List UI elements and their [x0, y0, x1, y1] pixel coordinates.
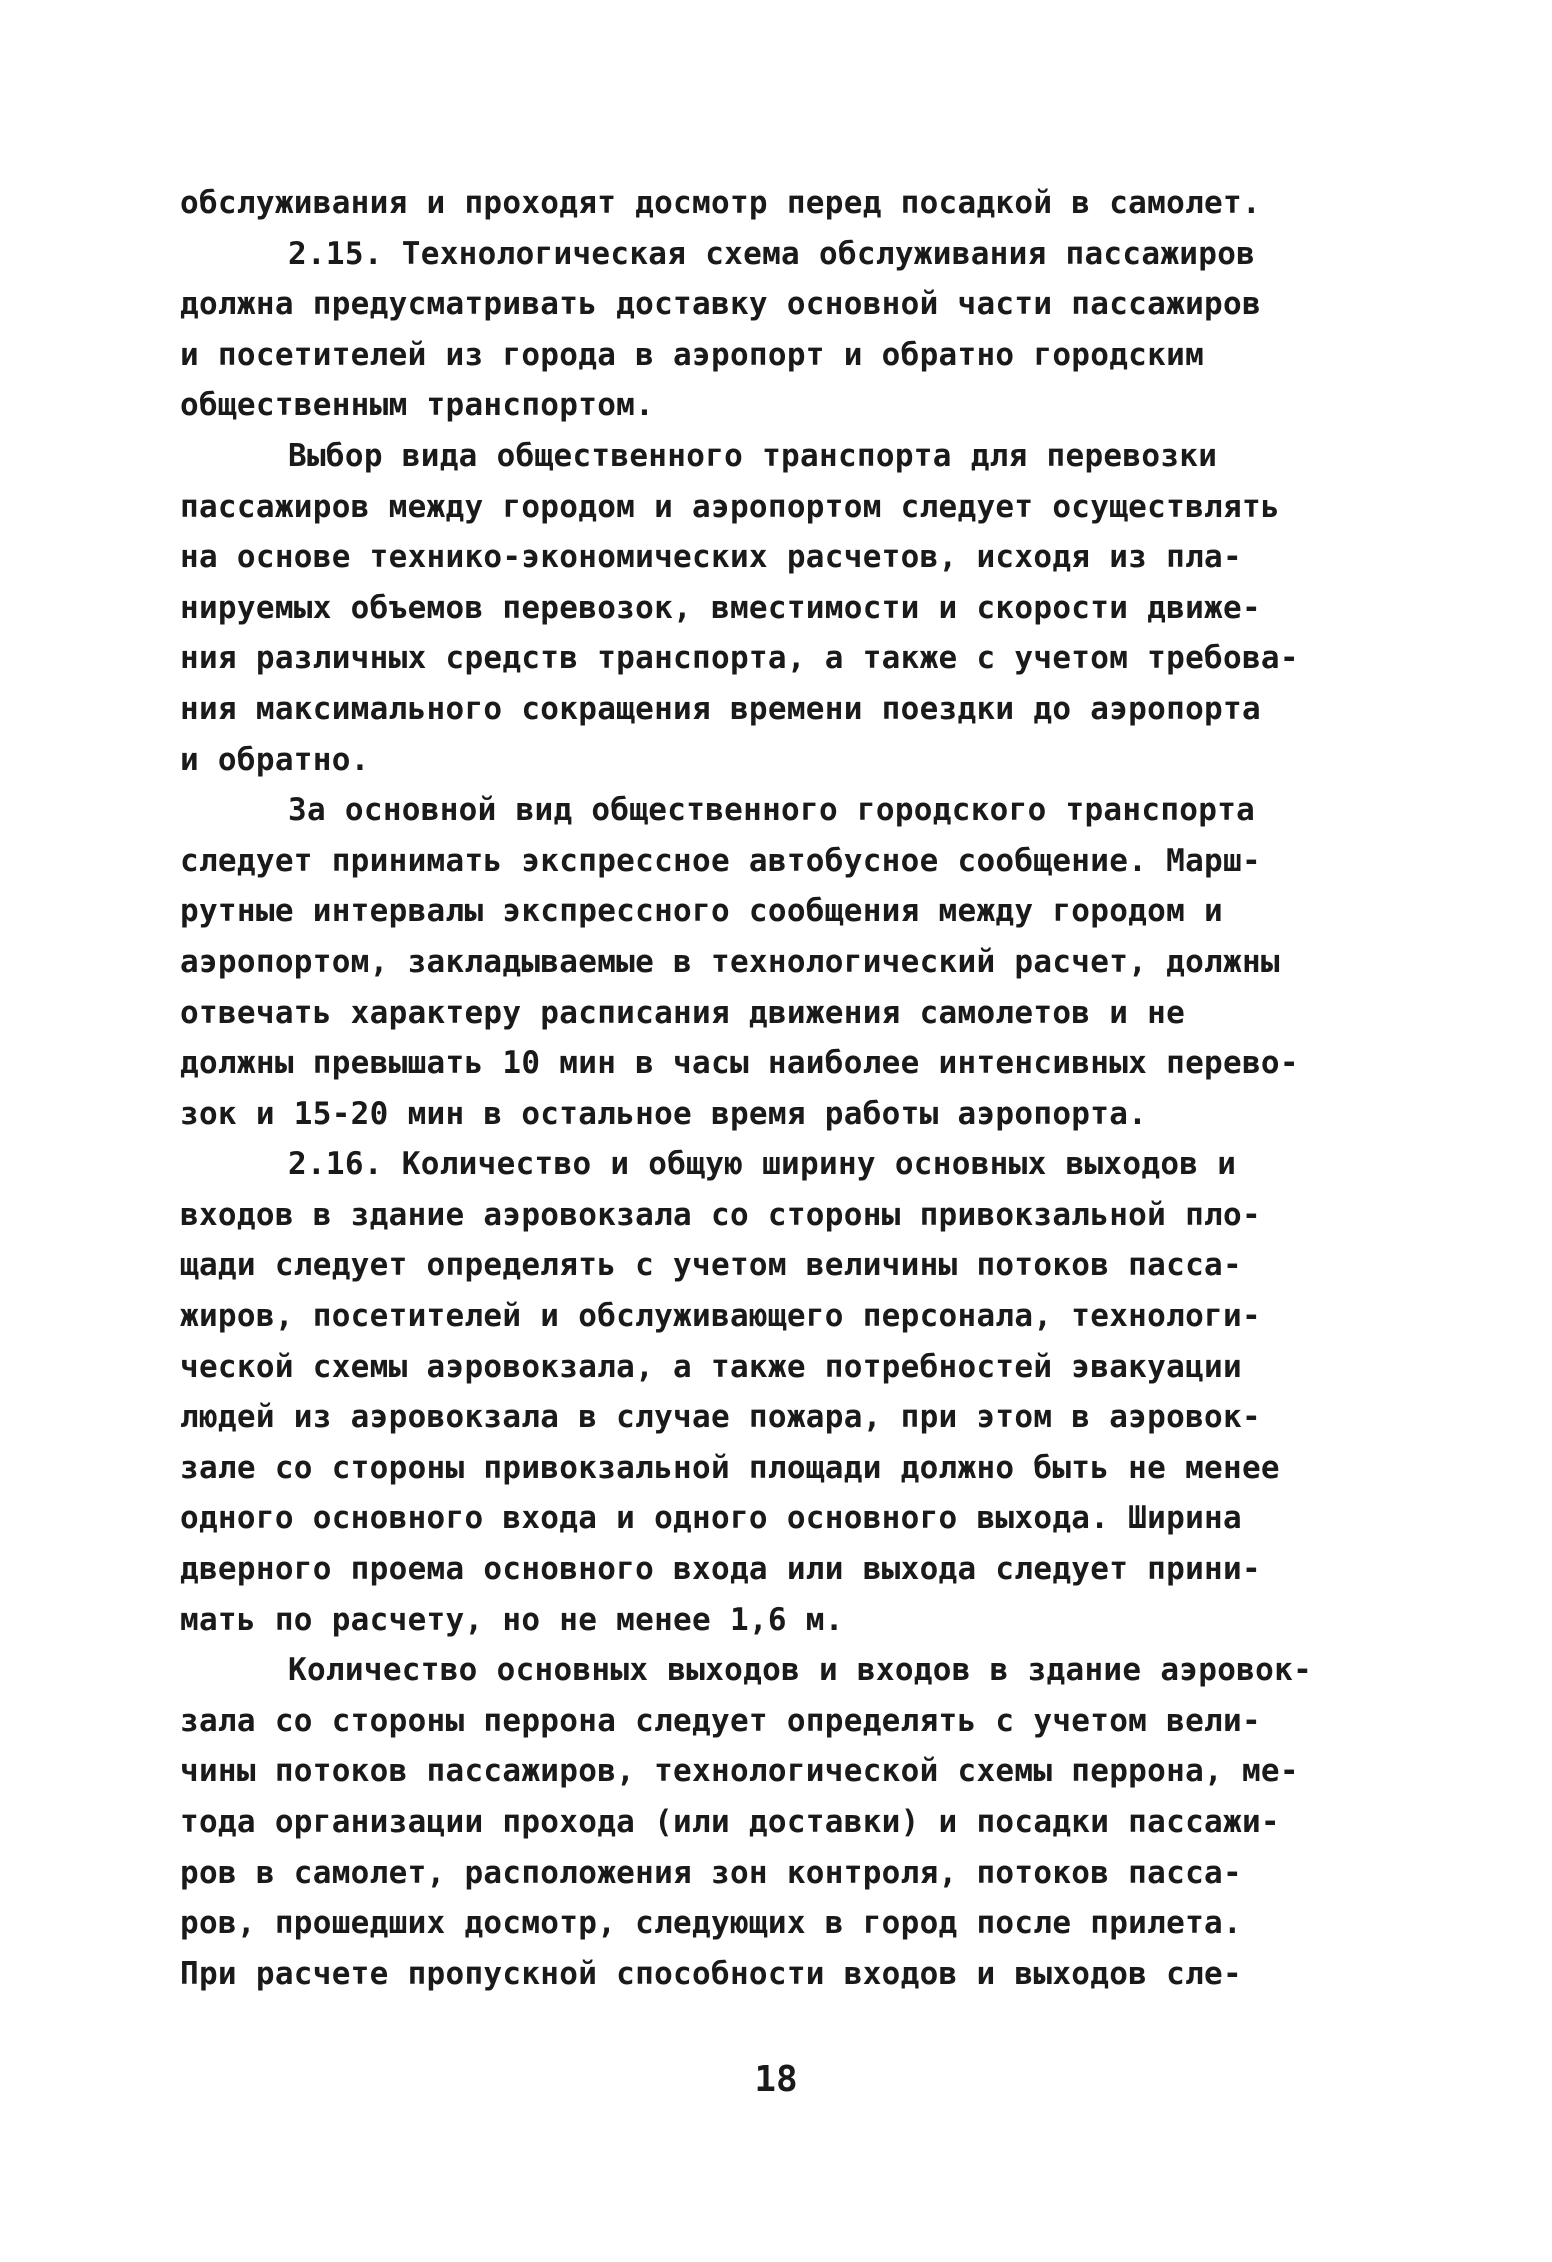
text-line: ров в самолет, расположения зон контроля, потоков пасса- — [180, 1854, 1242, 1891]
text-line: При расчете пропускной способности входов и выходов сле- — [180, 1955, 1242, 1992]
text-line: тода организации прохода (или доставки) и посадки пассажи- — [180, 1804, 1280, 1840]
text-line: отвечать характеру расписания движения самолетов и не — [180, 994, 1186, 1031]
text-line: и обратно. — [180, 741, 370, 778]
text-line: ния максимального сокращения времени поездки до аэропорта — [180, 690, 1261, 727]
text-line: зала со стороны перрона следует определять с учетом вели- — [180, 1702, 1261, 1739]
text-line: 2.15. Технологическая схема обслуживания пассажиров — [288, 235, 1256, 272]
text-line: жиров, посетителей и обслуживающего персонала, технологи- — [180, 1298, 1261, 1335]
text-line: и посетителей из города в аэропорт и обратно городским — [180, 336, 1205, 373]
text-line: мать по расчету, но не менее 1,6 м. — [180, 1601, 844, 1638]
text-line: ров, прошедших досмотр, следующих в город после прилета. — [180, 1905, 1242, 1942]
text-line: чины потоков пассажиров, технологической схемы перрона, ме- — [180, 1753, 1299, 1790]
text-line: аэропортом, закладываемые в технологический расчет, должны — [180, 943, 1280, 980]
text-line: пассажиров между городом и аэропортом следует осуществлять — [180, 488, 1280, 525]
text-line: Выбор вида общественного транспорта для перевозки — [288, 437, 1218, 474]
text-line: щади следует определять с учетом величины потоков пасса- — [180, 1247, 1242, 1284]
text-line: 2.16. Количество и общую ширину основных выходов и — [288, 1146, 1237, 1183]
text-line: общественным транспортом. — [180, 387, 655, 424]
text-line: ния различных средств транспорта, а также с учетом требова- — [180, 640, 1299, 677]
text-line: За основной вид общественного городского транспорта — [288, 792, 1256, 829]
page-number: 18 — [754, 2059, 798, 2100]
text-line: ческой схемы аэровокзала, а также потребностей эвакуации — [180, 1348, 1242, 1385]
text-line: входов в здание аэровокзала со стороны привокзальной пло- — [180, 1196, 1261, 1233]
text-line: должны превышать 10 мин в часы наиболее интенсивных перево- — [180, 1045, 1299, 1082]
text-line: следует принимать экспрессное автобусное сообщение. Марш- — [180, 842, 1261, 879]
text-line: людей из аэровокзала в случае пожара, при этом в аэровок- — [180, 1399, 1261, 1436]
text-line: рутные интервалы экспрессного сообщения между городом и — [180, 893, 1223, 930]
text-line: должна предусматривать доставку основной части пассажиров — [180, 286, 1261, 323]
text-line: зале со стороны привокзальной площади должно быть не менее — [180, 1449, 1280, 1486]
text-line: зок и 15-20 мин в остальное время работы аэропорта. — [180, 1095, 1148, 1132]
text-line: Количество основных выходов и входов в здание аэровок- — [288, 1652, 1313, 1689]
text-line: обслуживания и проходят досмотр перед посадкой в самолет. — [180, 185, 1261, 221]
text-line: нируемых объемов перевозок, вместимости и скорости движе- — [180, 589, 1261, 626]
text-line: одного основного входа и одного основного выхода. Ширина — [180, 1500, 1242, 1537]
text-line: дверного проема основного входа или выхода следует прини- — [180, 1551, 1261, 1588]
text-line: на основе технико-экономических расчетов, исходя из пла- — [180, 539, 1242, 576]
body-text — [180, 178, 1430, 1999]
